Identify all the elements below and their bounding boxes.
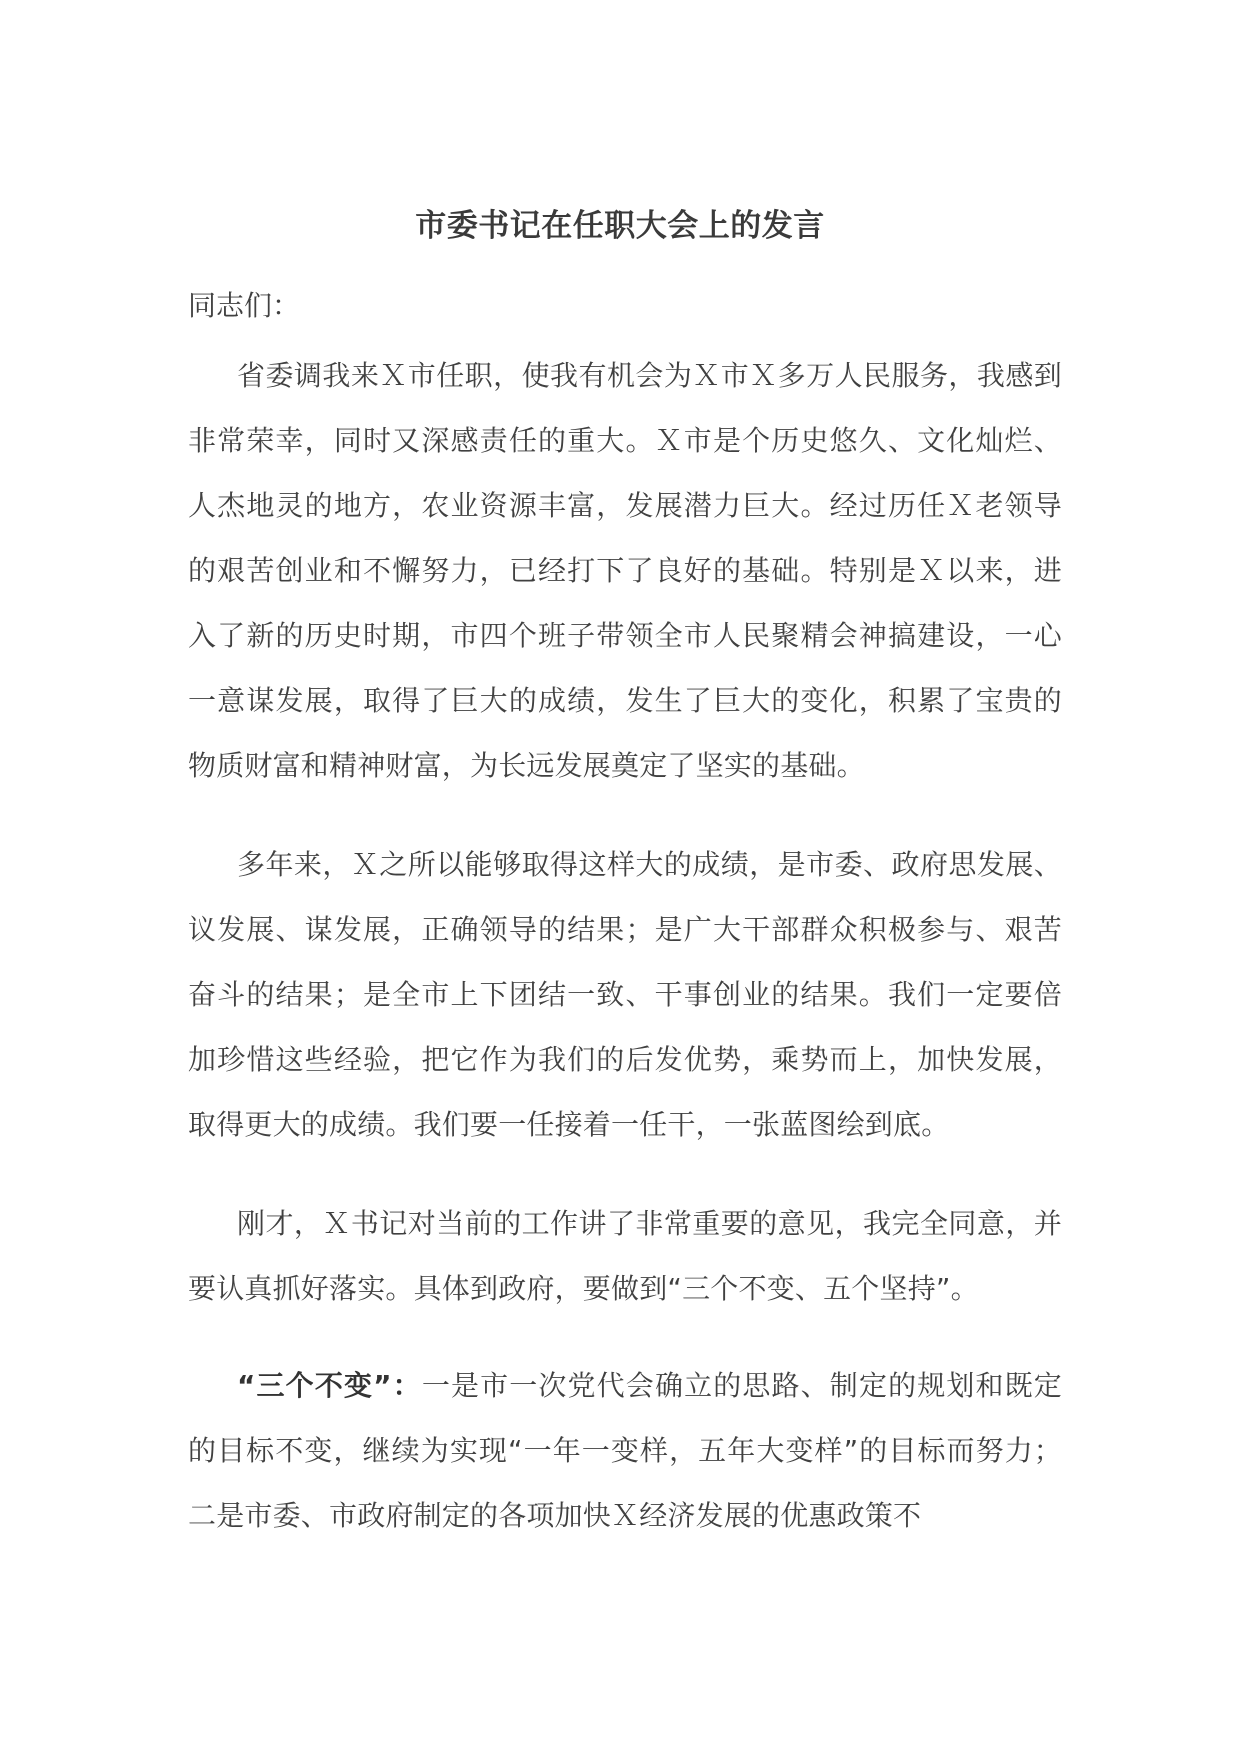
paragraph: [188, 343, 1062, 798]
document-title: 市委书记在任职大会上的发言: [415, 208, 825, 244]
paragraph: [188, 1353, 1062, 1548]
paragraph-text: 一是市一次党代会确立的思路、制定的规划和既定的目标不变，继续为实现“一年一变样，五年大变样”的目标而努力；二是市委、市政府制定的各项加快Ｘ经济发展的优惠政策不: [188, 1369, 1062, 1532]
paragraph: [188, 832, 1062, 1157]
paragraph-text: 省委调我来Ｘ市任职，使我有机会为Ｘ市Ｘ多万人民服务，我感到非常荣幸，同时又深感责任的重大。Ｘ市是个历史悠久、文化灿烂、人杰地灵的地方，农业资源丰富，发展潜力巨大。经过历任Ｘ老领导的艰苦创业和不懈努力，已经打下了良好的基础。特别是Ｘ以来，进入了新的历史时期，市四个班子带领全市人民聚精会神搞建设，一心一意谋发展，取得了巨大的成绩，发生了巨大的变化，积累了宝贵的物质财富和精神财富，为长远发展奠定了坚实的基础。: [188, 359, 1062, 782]
paragraph-lead-heading: “三个不变”：: [237, 1369, 422, 1402]
paragraph-text: 多年来，Ｘ之所以能够取得这样大的成绩，是市委、政府思发展、议发展、谋发展，正确领导的结果；是广大干部群众积极参与、艰苦奋斗的结果；是全市上下团结一致、干事创业的结果。我们一定要倍加珍惜这些经验，把它作为我们的后发优势，乘势而上，加快发展，取得更大的成绩。我们要一任接着一任干，一张蓝图绘到底。: [188, 848, 1062, 1141]
paragraph-text: 刚才，Ｘ书记对当前的工作讲了非常重要的意见，我完全同意，并要认真抓好落实。具体到政府，要做到“三个不变、五个坚持”。: [188, 1207, 1062, 1305]
salutation: 同志们：: [188, 289, 301, 322]
paragraph: [188, 1191, 1062, 1321]
